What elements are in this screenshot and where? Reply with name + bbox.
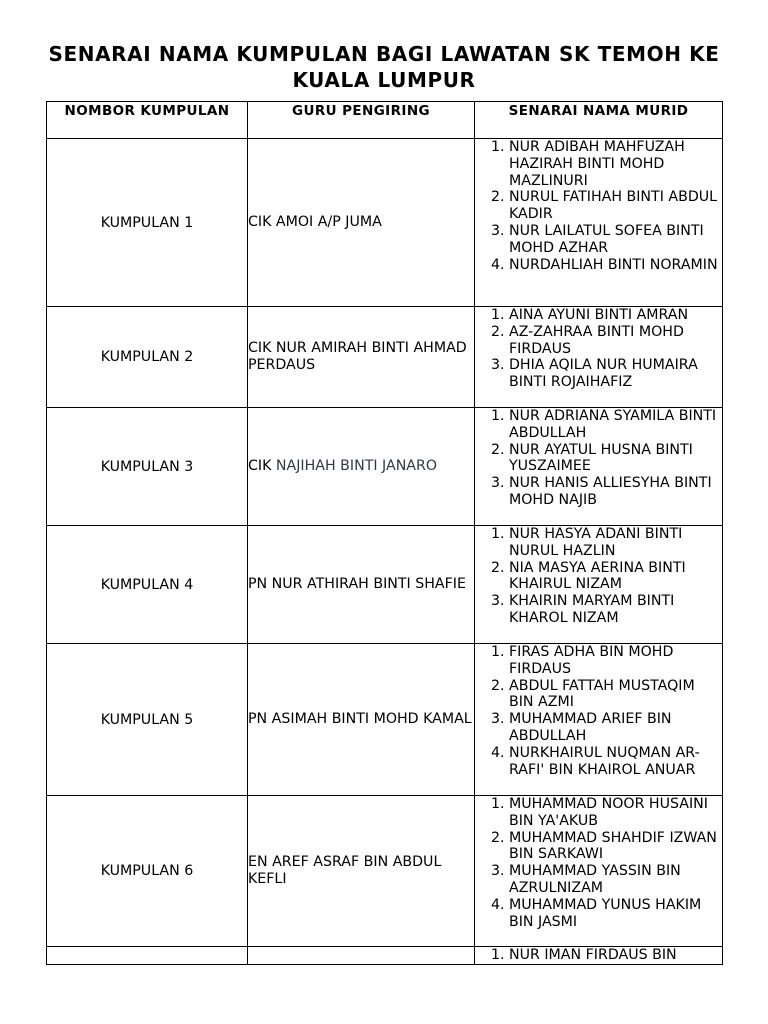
student-name: 3. NUR HANIS ALLIESYHA BINTI MOHD NAJIB [509,475,722,509]
student-name: 1. FIRAS ADHA BIN MOHD FIRDAUS [509,644,722,678]
table-header-row [47,102,723,139]
student-name: 3. KHAIRIN MARYAM BINTI KHAROL NIZAM [509,593,722,627]
teacher-name: CIK AMOI A/P JUMA [248,139,475,307]
student-list [475,408,722,509]
student-name: 1. AINA AYUNI BINTI AMRAN [509,307,722,324]
student-name: 3. MUHAMMAD YASSIN BIN AZRULNIZAM [509,863,722,897]
table-row-group-5 [47,644,723,796]
teacher-name [248,947,475,965]
group-label [47,947,248,965]
student-name: 3. DHIA AQILA NUR HUMAIRA BINTI ROJAIHAFIZ [509,357,722,391]
student-name: 2. NUR AYATUL HUSNA BINTI YUSZAIMEE [509,442,722,476]
teacher-name: PN NUR ATHIRAH BINTI SHAFIE [248,526,475,644]
group-label: KUMPULAN 2 [47,307,248,408]
student-list [475,644,722,778]
student-list-cell [475,644,723,796]
student-list [475,307,722,391]
student-name: 4. NURDAHLIAH BINTI NORAMIN [509,257,722,274]
student-list [475,139,722,273]
student-list-cell [475,947,723,965]
table-row-group-3 [47,408,723,526]
student-list [475,947,722,964]
teacher-title: CIK [248,458,272,474]
student-name: 2. AZ-ZAHRAA BINTI MOHD FIRDAUS [509,324,722,358]
student-name: 1. NUR HASYA ADANI BINTI NURUL HAZLIN [509,526,722,560]
student-name: 4. MUHAMMAD YUNUS HAKIM BIN JASMI [509,897,722,931]
table-row-group-7 [47,947,723,965]
student-name: 1. NUR IMAN FIRDAUS BIN [509,947,722,964]
group-label: KUMPULAN 1 [47,139,248,307]
student-name: 2. ABDUL FATTAH MUSTAQIM BIN AZMI [509,678,722,712]
table-row-group-4 [47,526,723,644]
header-teacher: GURU PENGIRING [248,102,475,139]
student-list [475,526,722,627]
student-name: 3. MUHAMMAD ARIEF BIN ABDULLAH [509,711,722,745]
teacher-name [248,408,475,526]
teacher-fullname: NAJIHAH BINTI JANARO [275,458,438,474]
group-label: KUMPULAN 6 [47,796,248,947]
table-row-group-6 [47,796,723,947]
teacher-name: EN AREF ASRAF BIN ABDUL KEFLI [248,796,475,947]
student-name: 2. NURUL FATIHAH BINTI ABDUL KADIR [509,189,722,223]
header-student-list: SENARAI NAMA MURID [475,102,723,139]
student-name: 2. NIA MASYA AERINA BINTI KHAIRUL NIZAM [509,560,722,594]
table-row-group-1 [47,139,723,307]
student-list-cell [475,307,723,408]
student-name: 1. NUR ADIBAH MAHFUZAH HAZIRAH BINTI MOHD MAZLINURI [509,139,722,189]
student-list-cell [475,408,723,526]
student-list [475,796,722,930]
student-name: 1. NUR ADRIANA SYAMILA BINTI ABDULLAH [509,408,722,442]
table-row-group-2 [47,307,723,408]
teacher-name: PN ASIMAH BINTI MOHD KAMAL [248,644,475,796]
student-name: 2. MUHAMMAD SHAHDIF IZWAN BIN SARKAWI [509,830,722,864]
header-group-number: NOMBOR KUMPULAN [47,102,248,139]
student-name: 3. NUR LAILATUL SOFEA BINTI MOHD AZHAR [509,223,722,257]
student-name: 4. NURKHAIRUL NUQMAN AR-RAFI' BIN KHAIROL ANUAR [509,745,722,779]
page-title: SENARAI NAMA KUMPULAN BAGI LAWATAN SK TEMOH KE KUALA LUMPUR [48,42,720,92]
group-label: KUMPULAN 5 [47,644,248,796]
student-name: 1. MUHAMMAD NOOR HUSAINI BIN YA'AKUB [509,796,722,830]
teacher-name: CIK NUR AMIRAH BINTI AHMAD PERDAUS [248,307,475,408]
student-list-cell [475,139,723,307]
group-label: KUMPULAN 4 [47,526,248,644]
student-list-cell [475,796,723,947]
group-label: KUMPULAN 3 [47,408,248,526]
group-table [46,101,723,965]
student-list-cell [475,526,723,644]
